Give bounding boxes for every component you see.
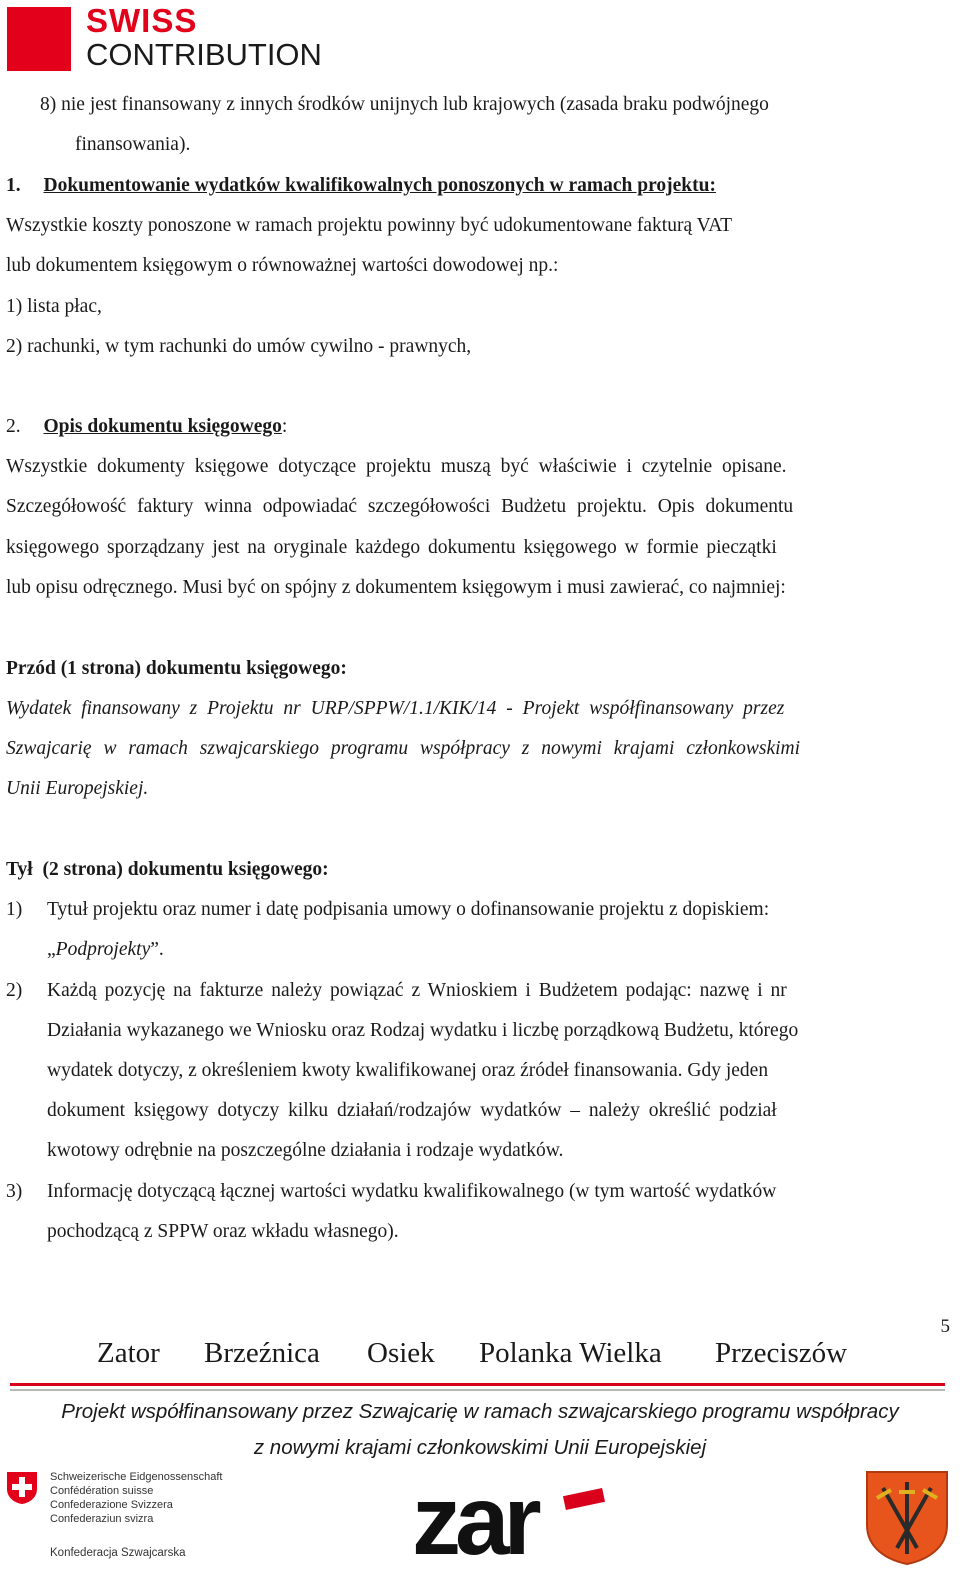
front-side-heading: Przód (1 strona) dokumentu księgowego: (6, 658, 347, 679)
podprojekty-text: Podprojekty (55, 939, 151, 960)
back-item-2-line-5: kwotowy odrębnie na poszczególne działania i rodzaje wydatków. (47, 1140, 564, 1161)
item-8-line-2: finansowania). (75, 134, 191, 155)
page-number: 5 (940, 1316, 950, 1337)
confederation-it: Confederazione Svizzera (50, 1499, 173, 1511)
quote-close: ”. (150, 939, 164, 960)
confederation-fr: Confédération suisse (50, 1485, 154, 1497)
back-item-1-line-2 (47, 938, 164, 962)
front-side-text-line-1: Wydatek finansowany z Projektu nr URP/SPPW/1.1/KIK/14 - Projekt współfinansowany przez (6, 698, 785, 719)
footer-red-rule (10, 1383, 945, 1386)
zar-logo-text: zar (412, 1482, 536, 1564)
footer-grey-rule (10, 1389, 945, 1391)
back-item-1-line-1: Tytuł projektu oraz numer i datę podpisania umowy o dofinansowanie projektu z dopiskiem: (47, 899, 770, 920)
section-1-paragraph-line-2: lub dokumentem księgowym o równoważnej wartości dowodowej np.: (6, 255, 559, 276)
swiss-contribution-logo-square (7, 7, 71, 71)
quote-open: „ (47, 939, 56, 960)
back-item-2-line-4: dokument księgowy dotyczy kilku działań/rodzajów wydatków – należy określić podział (47, 1100, 777, 1121)
section-2-heading-line (6, 415, 287, 439)
section-1-paragraph-line-1 (6, 214, 950, 238)
back-side-heading: Tył (2 strona) dokumentu księgowego: (6, 859, 329, 880)
zar-logo (412, 1482, 607, 1564)
item-8-number: 8) (40, 94, 57, 115)
confederation-names (50, 1470, 222, 1526)
section-2-number: 2. (6, 416, 21, 437)
back-item-1-number: 1) (6, 899, 23, 920)
back-item-3-number: 3) (6, 1181, 23, 1202)
footer-project-line-2: z nowymi krajami członkowskimi Unii Europejskiej (253, 1436, 707, 1459)
confederation-rm: Confederaziun svizra (50, 1513, 154, 1525)
back-item-2-number: 2) (6, 980, 23, 1001)
front-side-text-line-2: Szwajcarię w ramach szwajcarskiego programu współpracy z nowymi krajami członkowskimi (6, 738, 801, 759)
back-item-3-line-2: pochodzącą z SPPW oraz wkładu własnego). (47, 1221, 399, 1242)
section-2-paragraph-line-1: Wszystkie dokumenty księgowe dotyczące projektu muszą być właściwie i czytelnie opisane. (6, 456, 787, 477)
front-side-text-line-3: Unii Europejskiej. (6, 778, 149, 799)
confederation-de: Schweizerische Eidgenossenschaft (50, 1471, 223, 1483)
town-osiek: Osiek (367, 1337, 435, 1369)
section-1-heading-line (6, 174, 716, 198)
section-2-paragraph-line-2: Szczegółowość faktury winna odpowiadać szczegółowości Budżetu projektu. Opis dokumentu (6, 496, 794, 517)
swiss-shield-icon (6, 1471, 38, 1505)
item-8-text: nie jest finansowany z innych środków unijnych lub krajowych (zasada braku podwójnego (61, 94, 769, 115)
section-2-colon: : (281, 416, 288, 437)
section-1-list-item-2: 2) rachunki, w tym rachunki do umów cywilno - prawnych, (6, 336, 472, 357)
back-item-3-line-1: Informację dotyczącą łącznej wartości wydatku kwalifikowalnego (w tym wartość wydatków (47, 1181, 777, 1202)
back-item-2-line-1: Każdą pozycję na fakturze należy powiązać z Wnioskiem i Budżetem podając: nazwę i nr (47, 980, 787, 1001)
coat-of-arms-icon (865, 1470, 949, 1565)
section-1-heading: Dokumentowanie wydatków kwalifikowalnych ponoszonych w ramach projektu: (43, 175, 716, 196)
logo-line-contribution: CONTRIBUTION (86, 37, 322, 72)
back-item-2-line-2: Działania wykazanego we Wniosku oraz Rodzaj wydatku i liczbę porządkową Budżetu, którego (47, 1020, 799, 1041)
section-2-paragraph-line-3: księgowego sporządzany jest na oryginale każdego dokumentu księgowego w formie pieczątki (6, 537, 777, 558)
footer-project-line-1: Projekt współfinansowany przez Szwajcarię w ramach szwajcarskiego programu współpracy (61, 1400, 899, 1423)
logo-line-swiss: SWISS (86, 2, 198, 39)
town-przeciszow: Przeciszów (715, 1337, 848, 1369)
swiss-contribution-logo (86, 4, 322, 70)
section-1-list-item-1: 1) lista płac, (6, 296, 102, 317)
section-1-number: 1. (6, 175, 21, 196)
section-2-heading: Opis dokumentu księgowego (43, 416, 282, 437)
confederation-pl: Konfederacja Szwajcarska (50, 1547, 186, 1559)
section-2-paragraph-line-4: lub opisu odręcznego. Musi być on spójny z dokumentem księgowym i musi zawierać, co najmniej: (6, 577, 786, 598)
back-item-2-line-3: wydatek dotyczy, z określeniem kwoty kwalifikowanej oraz źródeł finansowania. Gdy jeden (47, 1060, 769, 1081)
town-polanka-wielka: Polanka Wielka (479, 1337, 662, 1369)
town-brzeznica: Brzeźnica (204, 1337, 320, 1369)
section-1-paragraph-text-1: Wszystkie koszty ponoszone w ramach projektu powinny być udokumentowane fakturą VAT (6, 215, 733, 236)
item-8-line-1 (40, 93, 769, 117)
town-zator: Zator (97, 1337, 160, 1369)
